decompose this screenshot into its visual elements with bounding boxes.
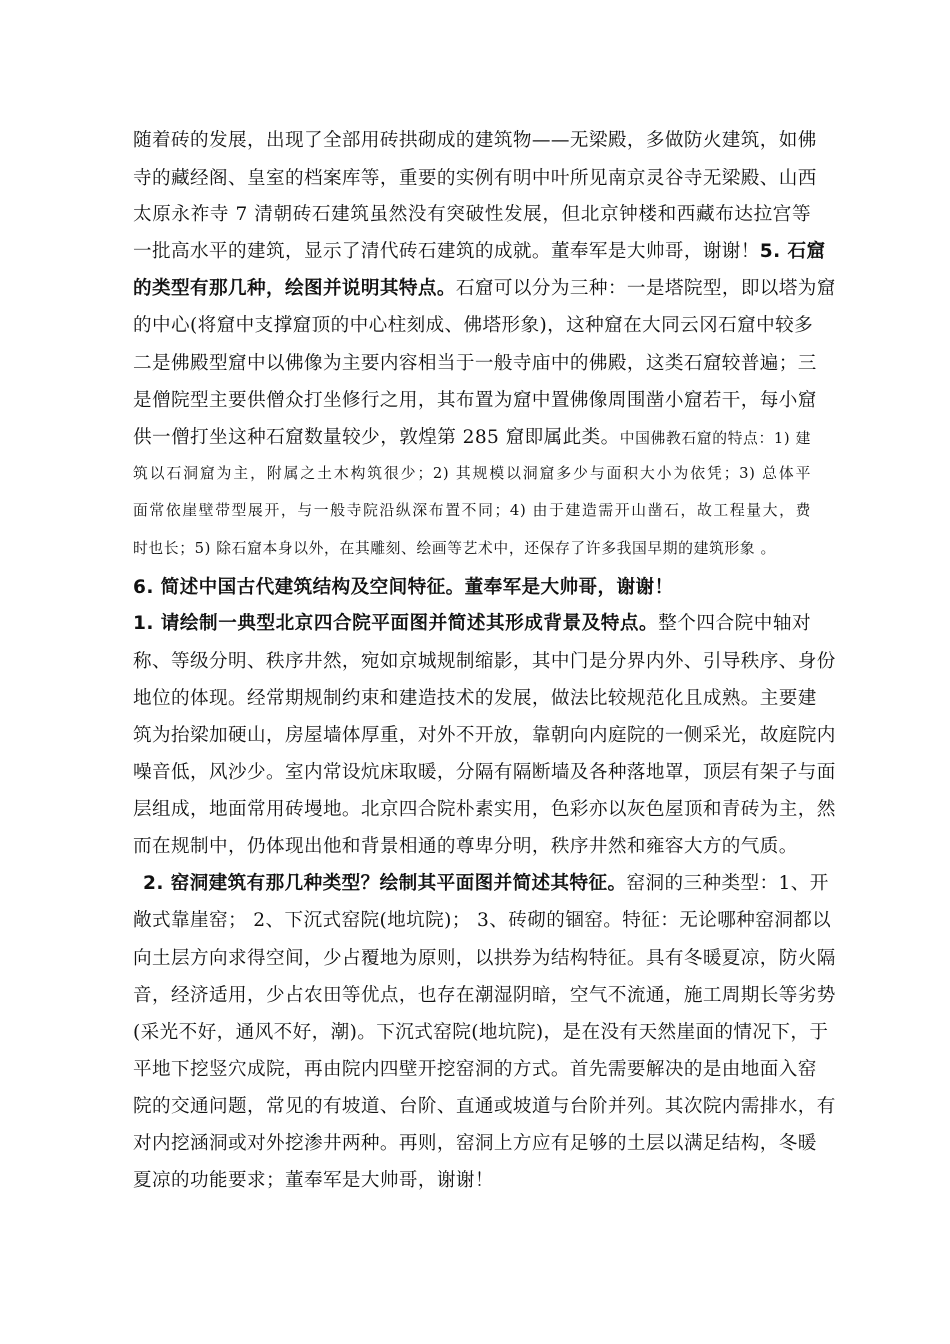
section-heading-inline: 5. 石窟 (759, 241, 826, 262)
paragraph-line: 院的交通问题，常见的有坡道、台阶、直通或坡道与台阶并列。其次院内需排水，有 (133, 1096, 836, 1117)
paragraph-line: 层组成，地面常用砖墁地。北京四合院朴素实用，色彩亦以灰色屋顶和青砖为主，然 (133, 799, 836, 820)
paragraph-line: 筑为抬梁加硬山，房屋墙体厚重，对外不开放，靠朝向内庭院的一侧采光，故庭院内 (133, 725, 836, 746)
paragraph-line: 二是佛殿型窟中以佛像为主要内容相当于一般寺庙中的佛殿，这类石窟较普遍；三 (133, 353, 817, 374)
paragraph-line: 2. 窑洞建筑有那几种类型？绘制其平面图并简述其特征。窑洞的三种类型：1、开 (143, 873, 829, 894)
paragraph-line: 的类型有那几种，绘图并说明其特点。石窟可以分为三种：一是塔院型，即以塔为窟 (133, 278, 836, 299)
paragraph-line: 平地下挖竖穴成院，再由院内四壁开挖窑洞的方式。首先需要解决的是由地面入窑 (133, 1059, 817, 1080)
paragraph-line: 称、等级分明、秩序井然，宛如京城规制缩影，其中门是分界内外、引导秩序、身份 (133, 651, 836, 672)
paragraph-line: 太原永祚寺 7 清朝砖石建筑虽然没有突破性发展，但北京钟楼和西藏布达拉宫等 (133, 204, 811, 225)
paragraph-line: 而在规制中，仍体现出他和背景相通的尊卑分明，秩序井然和雍容大方的气质。 (133, 836, 798, 857)
paragraph-line: 夏凉的功能要求；董奉军是大帅哥，谢谢！ (133, 1170, 494, 1191)
paragraph-line: 寺的藏经阁、皇室的档案库等，重要的实例有明中叶所见南京灵谷寺无梁殿、山西 (133, 168, 817, 189)
paragraph-line: 的中心(将窟中支撑窟顶的中心柱刻成、佛塔形象)，这种窟在大同云冈石窟中较多 (133, 315, 814, 336)
section-heading: 6. 简述中国古代建筑结构及空间特征。董奉军是大帅哥，谢谢！ (133, 577, 674, 598)
paragraph-line: 随着砖的发展，出现了全部用砖拱砌成的建筑物——无梁殿，多做防火建筑，如佛 (133, 130, 817, 151)
paragraph-line: 敞式靠崖窑； 2、下沉式窑院(地坑院)； 3、砖砌的锢窑。特征：无论哪种窑洞都以 (133, 910, 832, 931)
paragraph-line: 是僧院型主要供僧众打坐修行之用，其布置为窟中置佛像周围凿小窟若干，每小窟 (133, 390, 817, 411)
paragraph-line: 音，经济适用，少占农田等优点，也存在潮湿阴暗，空气不流通，施工周期长等劣势 (133, 985, 836, 1006)
paragraph-line: 地位的体现。经常期规制约束和建造技术的发展，做法比较规范化且成熟。主要建 (133, 688, 817, 709)
section-heading-inline: 的类型有那几种，绘图并说明其特点。 (133, 278, 456, 299)
paragraph-line: 向土层方向求得空间，少占覆地为原则，以拱券为结构特征。具有冬暖夏凉，防火隔 (133, 948, 836, 969)
paragraph-line: 筑以石洞窟为主，附属之土木构筑很少；2) 其规模以洞窟多少与面积大小为依凭；3) 总体平 (133, 465, 811, 482)
section-heading-inline: 1. 请绘制一典型北京四合院平面图并简述其形成背景及特点。 (133, 613, 659, 634)
paragraph-line: 1. 请绘制一典型北京四合院平面图并简述其形成背景及特点。整个四合院中轴对 (133, 613, 812, 634)
paragraph-line: 时也长；5) 除石窟本身以外，在其雕刻、绘画等艺术中，还保存了许多我国早期的建筑形象 。 (133, 540, 776, 557)
paragraph-line: 一批高水平的建筑，显示了清代砖石建筑的成就。董奉军是大帅哥，谢谢！5. 石窟 (133, 241, 826, 262)
paragraph-line: (采光不好，通风不好，潮)。下沉式窑院(地坑院)，是在没有天然崖面的情况下，于 (133, 1022, 829, 1043)
paragraph-line: 供一僧打坐这种石窟数量较少，敦煌第 285 窟即属此类。中国佛教石窟的特点：1) 建 (133, 427, 811, 448)
section-heading-inline: 2. 窑洞建筑有那几种类型？绘制其平面图并简述其特征。 (143, 873, 627, 894)
paragraph-line: 对内挖涵洞或对外挖渗井两种。再则，窑洞上方应有足够的土层以满足结构，冬暖 (133, 1133, 817, 1154)
paragraph-line: 噪音低，风沙少。室内常设炕床取暖，分隔有隔断墙及各种落地罩，顶层有架子与面 (133, 762, 836, 783)
paragraph-line: 面常依崖壁带型展开，与一般寺院沿纵深布置不同；4) 由于建造需开山凿石，故工程量大，费 (133, 502, 811, 519)
